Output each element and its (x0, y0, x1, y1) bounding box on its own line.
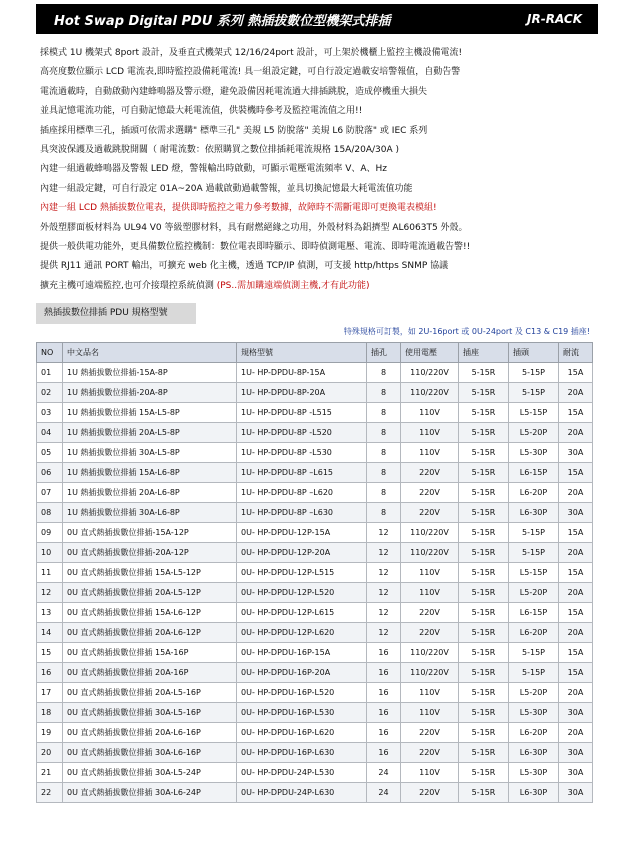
cell-current: 20A (559, 543, 593, 563)
cell-plug: L5-15P (509, 563, 559, 583)
cell-no: 06 (37, 463, 63, 483)
cell-name: 0U 直式熱插拔數位排插-20A-12P (63, 543, 237, 563)
header-title: Hot Swap Digital PDU 系列 熱插拔數位型機架式排插 (54, 13, 391, 29)
cell-voltage: 220V (401, 623, 459, 643)
cell-current: 30A (559, 763, 593, 783)
cell-socket: 5-15R (459, 543, 509, 563)
cell-socket: 5-15R (459, 403, 509, 423)
cell-model: 0U- HP-DPDU-16P-L620 (237, 723, 367, 743)
cell-outlets: 8 (367, 443, 401, 463)
cell-socket: 5-15R (459, 743, 509, 763)
cell-outlets: 24 (367, 783, 401, 803)
cell-voltage: 220V (401, 483, 459, 503)
cell-no: 05 (37, 443, 63, 463)
cell-voltage: 220V (401, 783, 459, 803)
cell-plug: L6-30P (509, 783, 559, 803)
cell-plug: L5-20P (509, 683, 559, 703)
table-row (37, 363, 593, 383)
cell-outlets: 8 (367, 363, 401, 383)
cell-no: 19 (37, 723, 63, 743)
cell-outlets: 12 (367, 603, 401, 623)
feature-line: 提供 RJ11 通訊 PORT 輸出，可擴充 web 化主機，透過 TCP/IP 偵測，可支援 http/https SNMP 協議 (40, 261, 449, 272)
feature-line: 並具記憶電流功能，可自動記憶最大耗電流值，供裝機時參考及監控電流值之用!! (40, 106, 363, 117)
table-row (37, 423, 593, 443)
cell-no: 14 (37, 623, 63, 643)
cell-no: 13 (37, 603, 63, 623)
feature-line-text: 擴充主機可遠端監控,也可介接環控系統偵測 (40, 280, 217, 291)
table-row (37, 583, 593, 603)
cell-current: 15A (559, 523, 593, 543)
cell-model: 0U- HP-DPDU-12P-15A (237, 523, 367, 543)
cell-socket: 5-15R (459, 703, 509, 723)
cell-plug: 5-15P (509, 523, 559, 543)
cell-name: 0U 直式熱插拔數位排插-15A-12P (63, 523, 237, 543)
cell-no: 21 (37, 763, 63, 783)
table-row (37, 463, 593, 483)
cell-model: 0U- HP-DPDU-16P-20A (237, 663, 367, 683)
cell-voltage: 220V (401, 463, 459, 483)
cell-plug: 5-15P (509, 363, 559, 383)
cell-voltage: 110/220V (401, 383, 459, 403)
cell-outlets: 16 (367, 683, 401, 703)
cell-name: 1U 熱插拔數位排插 20A-L5-8P (63, 423, 237, 443)
feature-line: 外殼塑膠面板材料為 UL94 V0 等級塑膠材料，具有耐燃絕緣之功用，外殼材料為鋁擠型 AL6063T5 外殼。 (40, 222, 468, 233)
cell-plug: 5-15P (509, 663, 559, 683)
cell-plug: 5-15P (509, 383, 559, 403)
cell-plug: L6-20P (509, 623, 559, 643)
cell-no: 18 (37, 703, 63, 723)
cell-no: 15 (37, 643, 63, 663)
feature-line-highlight: 內建一組 LCD 熱插拔數位電表，提供即時監控之電力參考數據，故障時不需斷電即可更換電表模組! (40, 203, 437, 214)
cell-plug: L5-30P (509, 763, 559, 783)
feature-line: 高亮度數位顯示 LCD 電流表,即時監控設備耗電流! 具一組設定鍵，可自行設定過載安培警報值，自動告警 (40, 67, 461, 78)
cell-outlets: 24 (367, 763, 401, 783)
cell-outlets: 12 (367, 543, 401, 563)
cell-name: 0U 直式熱插拔數位排插 15A-L5-12P (63, 563, 237, 583)
cell-model: 0U- HP-DPDU-12P-L520 (237, 583, 367, 603)
cell-model: 1U- HP-DPDU-8P-20A (237, 383, 367, 403)
cell-no: 03 (37, 403, 63, 423)
cell-name: 0U 直式熱插拔數位排插 20A-L5-12P (63, 583, 237, 603)
cell-current: 20A (559, 383, 593, 403)
cell-name: 1U 熱插拔數位排插-15A-8P (63, 363, 237, 383)
cell-name: 1U 熱插拔數位排插 30A-L6-8P (63, 503, 237, 523)
cell-socket: 5-15R (459, 423, 509, 443)
cell-current: 30A (559, 443, 593, 463)
cell-current: 15A (559, 403, 593, 423)
cell-socket: 5-15R (459, 723, 509, 743)
cell-current: 15A (559, 563, 593, 583)
cell-voltage: 110/220V (401, 523, 459, 543)
cell-socket: 5-15R (459, 643, 509, 663)
cell-model: 1U- HP-DPDU-8P –L615 (237, 463, 367, 483)
cell-model: 0U- HP-DPDU-16P-L530 (237, 703, 367, 723)
cell-socket: 5-15R (459, 583, 509, 603)
cell-name: 1U 熱插拔數位排插 15A-L6-8P (63, 463, 237, 483)
cell-current: 30A (559, 503, 593, 523)
cell-current: 20A (559, 483, 593, 503)
cell-model: 0U- HP-DPDU-24P-L530 (237, 763, 367, 783)
cell-model: 1U- HP-DPDU-8P-15A (237, 363, 367, 383)
cell-plug: L6-15P (509, 463, 559, 483)
col-no: NO (37, 343, 63, 363)
cell-socket: 5-15R (459, 763, 509, 783)
cell-no: 02 (37, 383, 63, 403)
cell-name: 0U 直式熱插拔數位排插 30A-L5-24P (63, 763, 237, 783)
cell-current: 15A (559, 603, 593, 623)
cell-current: 30A (559, 743, 593, 763)
feature-line: 採模式 1U 機架式 8port 設計，及垂直式機架式 12/16/24port 設計，可上架於機櫃上監控主機設備電流! (40, 48, 463, 58)
cell-model: 1U- HP-DPDU-8P -L530 (237, 443, 367, 463)
cell-current: 15A (559, 463, 593, 483)
cell-current: 20A (559, 723, 593, 743)
cell-current: 20A (559, 623, 593, 643)
table-row (37, 703, 593, 723)
cell-outlets: 12 (367, 523, 401, 543)
cell-no: 01 (37, 363, 63, 383)
cell-outlets: 8 (367, 423, 401, 443)
cell-voltage: 220V (401, 503, 459, 523)
cell-name: 0U 直式熱插拔數位排插 15A-L6-12P (63, 603, 237, 623)
cell-outlets: 8 (367, 503, 401, 523)
cell-voltage: 110V (401, 403, 459, 423)
cell-current: 20A (559, 683, 593, 703)
cell-socket: 5-15R (459, 603, 509, 623)
cell-name: 0U 直式熱插拔數位排插 15A-16P (63, 643, 237, 663)
table-row (37, 663, 593, 683)
cell-socket: 5-15R (459, 503, 509, 523)
feature-line: 內建一組過載蜂鳴器及警報 LED 燈，警報輸出時啟動，可顯示電壓電流頻率 V、A、Hz (40, 164, 388, 175)
cell-model: 0U- HP-DPDU-12P-20A (237, 543, 367, 563)
brand-name: JR-RACK (527, 12, 582, 26)
cell-socket: 5-15R (459, 443, 509, 463)
cell-voltage: 110/220V (401, 363, 459, 383)
cell-outlets: 16 (367, 643, 401, 663)
cell-plug: L6-20P (509, 723, 559, 743)
cell-socket: 5-15R (459, 463, 509, 483)
cell-name: 0U 直式熱插拔數位排插 30A-L6-16P (63, 743, 237, 763)
table-row (37, 683, 593, 703)
feature-line: 電流過載時，自動啟動內建蜂鳴器及警示燈，避免設備因耗電流過大排插跳脫，造成停機重大損失 (40, 86, 428, 97)
cell-no: 09 (37, 523, 63, 543)
custom-spec-note: 特殊規格可訂製，如 2U-16port 或 0U-24port 及 C13 & C19 插座! (343, 327, 590, 336)
cell-plug: L5-20P (509, 583, 559, 603)
cell-current: 15A (559, 643, 593, 663)
cell-model: 1U- HP-DPDU-8P –L630 (237, 503, 367, 523)
feature-line: 具突波保護及過載跳脫開關（ 耐電流數：依照購買之數位排插耗電流規格 15A/20A/30A ) (40, 144, 399, 155)
col-model: 規格型號 (237, 343, 367, 363)
cell-plug: L6-30P (509, 743, 559, 763)
cell-name: 0U 直式熱插拔數位排插 30A-L6-24P (63, 783, 237, 803)
cell-voltage: 110V (401, 703, 459, 723)
cell-plug: L6-30P (509, 503, 559, 523)
col-name: 中文品名 (63, 343, 237, 363)
table-row (37, 403, 593, 423)
section-title: 熱插拔數位排插 PDU 規格型號 (36, 303, 196, 324)
table-row (37, 743, 593, 763)
cell-model: 0U- HP-DPDU-16P-L630 (237, 743, 367, 763)
cell-socket: 5-15R (459, 363, 509, 383)
cell-plug: L5-20P (509, 423, 559, 443)
cell-outlets: 16 (367, 663, 401, 683)
cell-name: 0U 直式熱插拔數位排插 30A-L5-16P (63, 703, 237, 723)
cell-outlets: 8 (367, 383, 401, 403)
cell-plug: L5-15P (509, 403, 559, 423)
cell-name: 0U 直式熱插拔數位排插 20A-16P (63, 663, 237, 683)
cell-outlets: 8 (367, 483, 401, 503)
cell-plug: L5-30P (509, 703, 559, 723)
cell-model: 0U- HP-DPDU-16P-15A (237, 643, 367, 663)
cell-model: 0U- HP-DPDU-16P-L520 (237, 683, 367, 703)
cell-voltage: 220V (401, 723, 459, 743)
cell-model: 0U- HP-DPDU-12P-L620 (237, 623, 367, 643)
cell-plug: L6-15P (509, 603, 559, 623)
cell-model: 0U- HP-DPDU-12P-L615 (237, 603, 367, 623)
cell-socket: 5-15R (459, 563, 509, 583)
cell-no: 20 (37, 743, 63, 763)
col-outlets: 插孔 (367, 343, 401, 363)
cell-socket: 5-15R (459, 523, 509, 543)
cell-voltage: 110V (401, 443, 459, 463)
cell-no: 12 (37, 583, 63, 603)
cell-plug: L6-20P (509, 483, 559, 503)
table-row (37, 383, 593, 403)
cell-model: 0U- HP-DPDU-12P-L515 (237, 563, 367, 583)
cell-outlets: 8 (367, 403, 401, 423)
cell-no: 04 (37, 423, 63, 443)
cell-name: 1U 熱插拔數位排插 30A-L5-8P (63, 443, 237, 463)
cell-plug: 5-15P (509, 643, 559, 663)
cell-outlets: 16 (367, 723, 401, 743)
table-row (37, 523, 593, 543)
feature-list (40, 44, 610, 296)
cell-no: 07 (37, 483, 63, 503)
cell-no: 16 (37, 663, 63, 683)
cell-outlets: 12 (367, 563, 401, 583)
cell-name: 1U 熱插拔數位排插 20A-L6-8P (63, 483, 237, 503)
cell-outlets: 12 (367, 583, 401, 603)
table-row (37, 783, 593, 803)
cell-voltage: 110/220V (401, 543, 459, 563)
cell-plug: 5-15P (509, 543, 559, 563)
cell-outlets: 12 (367, 623, 401, 643)
cell-current: 30A (559, 783, 593, 803)
cell-no: 11 (37, 563, 63, 583)
table-row (37, 723, 593, 743)
cell-name: 1U 熱插拔數位排插-20A-8P (63, 383, 237, 403)
table-row (37, 563, 593, 583)
table-row (37, 763, 593, 783)
cell-name: 1U 熱插拔數位排插 15A-L5-8P (63, 403, 237, 423)
feature-line: 插座採用標準三孔，插頭可依需求選購" 標準三孔" 美規 L5 防脫落" 美規 L6 防脫落" 或 IEC 系列 (40, 125, 428, 136)
cell-voltage: 110V (401, 683, 459, 703)
table-row (37, 543, 593, 563)
cell-voltage: 110V (401, 763, 459, 783)
feature-line (40, 277, 610, 296)
cell-socket: 5-15R (459, 623, 509, 643)
cell-current: 20A (559, 423, 593, 443)
cell-no: 22 (37, 783, 63, 803)
cell-model: 0U- HP-DPDU-24P-L630 (237, 783, 367, 803)
cell-socket: 5-15R (459, 383, 509, 403)
feature-line: 提供一般供電功能外，更具備數位監控機制：數位電表即時顯示、即時偵測電壓、電流、即時電流過載告警!! (40, 241, 471, 252)
cell-socket: 5-15R (459, 783, 509, 803)
cell-socket: 5-15R (459, 683, 509, 703)
feature-line-note: (PS..需加購遠端偵測主機,才有此功能) (216, 280, 370, 291)
cell-outlets: 16 (367, 743, 401, 763)
table-row (37, 443, 593, 463)
cell-current: 15A (559, 663, 593, 683)
cell-voltage: 110/220V (401, 663, 459, 683)
col-current: 耐流 (559, 343, 593, 363)
cell-socket: 5-15R (459, 483, 509, 503)
table-row (37, 483, 593, 503)
col-voltage: 使用電壓 (401, 343, 459, 363)
cell-outlets: 8 (367, 463, 401, 483)
cell-voltage: 110V (401, 583, 459, 603)
col-plug: 插頭 (509, 343, 559, 363)
table-row (37, 643, 593, 663)
cell-voltage: 110V (401, 563, 459, 583)
cell-no: 10 (37, 543, 63, 563)
page-header (36, 4, 598, 34)
cell-voltage: 220V (401, 603, 459, 623)
cell-plug: L5-30P (509, 443, 559, 463)
feature-line: 內建一組設定鍵，可自行設定 01A~20A 過載啟動過載警報，並具切換記憶最大耗電流值功能 (40, 183, 413, 194)
col-socket: 插座 (459, 343, 509, 363)
cell-socket: 5-15R (459, 663, 509, 683)
table-row (37, 623, 593, 643)
cell-model: 1U- HP-DPDU-8P –L620 (237, 483, 367, 503)
cell-voltage: 110V (401, 423, 459, 443)
table-row (37, 503, 593, 523)
cell-voltage: 220V (401, 743, 459, 763)
cell-name: 0U 直式熱插拔數位排插 20A-L6-16P (63, 723, 237, 743)
cell-model: 1U- HP-DPDU-8P -L520 (237, 423, 367, 443)
cell-no: 17 (37, 683, 63, 703)
cell-no: 08 (37, 503, 63, 523)
cell-current: 30A (559, 703, 593, 723)
table-header-row (37, 343, 593, 363)
cell-voltage: 110/220V (401, 643, 459, 663)
cell-outlets: 16 (367, 703, 401, 723)
cell-current: 15A (559, 363, 593, 383)
cell-name: 0U 直式熱插拔數位排插 20A-L6-12P (63, 623, 237, 643)
spec-table (36, 342, 593, 803)
cell-name: 0U 直式熱插拔數位排插 20A-L5-16P (63, 683, 237, 703)
table-row (37, 603, 593, 623)
cell-model: 1U- HP-DPDU-8P -L515 (237, 403, 367, 423)
cell-current: 20A (559, 583, 593, 603)
